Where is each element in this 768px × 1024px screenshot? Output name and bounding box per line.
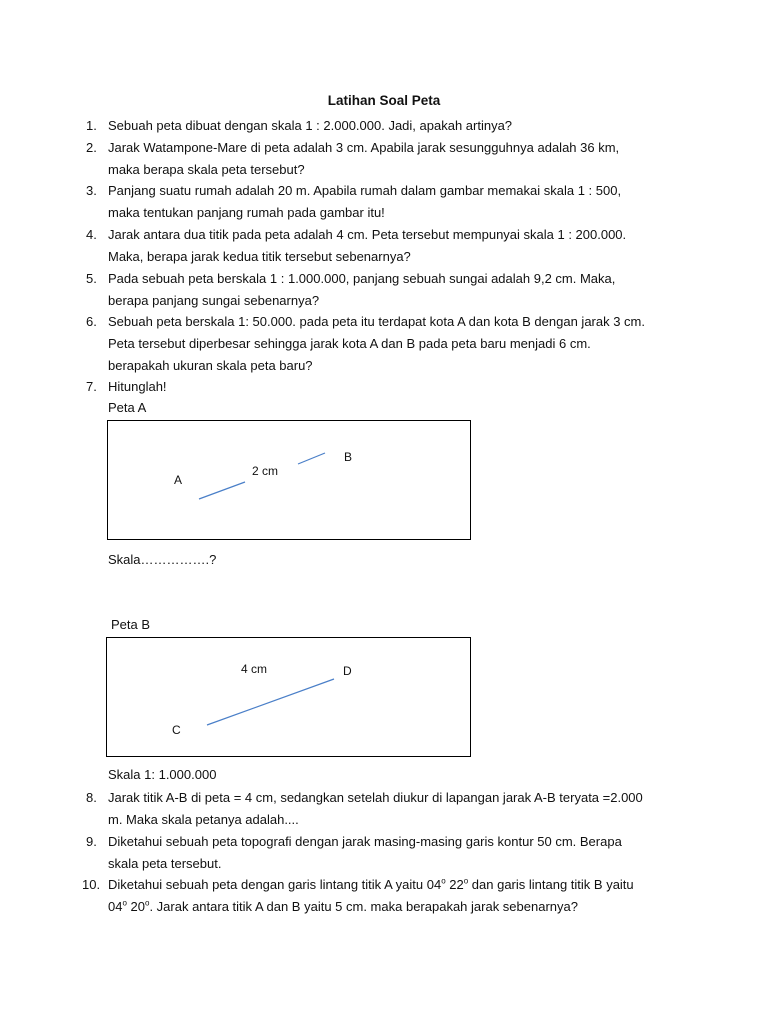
question-number: 5. (86, 271, 97, 286)
question-number: 6. (86, 314, 97, 329)
question-text: m. Maka skala petanya adalah.... (108, 812, 299, 827)
question-text: maka tentukan panjang rumah pada gambar itu! (108, 205, 385, 220)
question-text: Jarak titik A-B di peta = 4 cm, sedangkan setelah diukur di lapangan jarak A-B teryata =2.000 (108, 790, 643, 805)
question-text-line-1: Diketahui sebuah peta dengan garis lintang titik A yaitu 04$^o$ 22$^o$ dan garis lintang titik B yaitu (108, 876, 634, 892)
question-text: Diketahui sebuah peta topografi dengan jarak masing-masing garis kontur 50 cm. Berapa (108, 834, 622, 849)
document-title: Latihan Soal Peta (327, 93, 441, 108)
question-text: Panjang suatu rumah adalah 20 m. Apabila rumah dalam gambar memakai skala 1 : 500, (108, 183, 622, 198)
map-a-line-segment-1 (199, 482, 245, 499)
map-a-point-b: B (344, 450, 353, 464)
question-number: 2. (86, 140, 97, 155)
question-number: 1. (86, 118, 97, 133)
question-text: Pada sebuah peta berskala 1 : 1.000.000, panjang sebuah sungai adalah 9,2 cm. Maka, (108, 271, 616, 286)
question-text: Jarak antara dua titik pada peta adalah 4 cm. Peta tersebut mempunyai skala 1 : 200.000. (108, 227, 627, 242)
question-number: 7. (86, 379, 97, 394)
map-a-distance: 2 cm (252, 464, 279, 478)
question-number: 9. (86, 834, 97, 849)
degree-sup: o (441, 876, 446, 886)
question-text: berapa panjang sungai sebenarnya? (108, 293, 320, 308)
question-text: Hitunglah! (108, 379, 167, 394)
map-b-line (207, 679, 334, 725)
degree-sup: o (463, 876, 469, 886)
question-text: Sebuah peta berskala 1: 50.000. pada peta itu terdapat kota A dan kota B dengan jarak 3 cm. (108, 314, 645, 329)
map-b-drawing (107, 638, 470, 756)
map-a-answer: Skala…………….? (108, 552, 217, 567)
question-text: skala peta tersebut. (108, 856, 222, 871)
map-b-point-c: C (172, 723, 181, 737)
question-text: Jarak Watampone-Mare di peta adalah 3 cm. Apabila jarak sesungguhnya adalah 36 km, (108, 140, 620, 155)
question-text: maka berapa skala peta tersebut? (108, 162, 305, 177)
degree-sup: o (145, 898, 150, 908)
map-b-box (106, 637, 471, 757)
map-b-label: Peta B (111, 617, 151, 632)
map-a-box (107, 420, 471, 540)
map-b-point-d: D (343, 664, 352, 678)
question-text-line-2: 04$^o$ 20$^o$. Jarak antara titik A dan B yaitu 5 cm. maka berapakah jarak sebenarnya? (108, 898, 578, 914)
question-text: Sebuah peta dibuat dengan skala 1 : 2.000.000. Jadi, apakah artinya? (108, 118, 513, 133)
map-b-answer: Skala 1: 1.000.000 (108, 767, 217, 782)
question-number: 10. (82, 877, 101, 892)
question-text: Peta tersebut diperbesar sehingga jarak kota A dan B pada peta baru menjadi 6 cm. (108, 336, 591, 351)
question-number: 8. (86, 790, 97, 805)
map-a-drawing (108, 421, 470, 539)
question-text: berapakah ukuran skala peta baru? (108, 358, 313, 373)
map-b-distance: 4 cm (241, 662, 268, 676)
map-a-point-a: A (174, 473, 183, 487)
question-text: Maka, berapa jarak kedua titik tersebut sebenarnya? (108, 249, 411, 264)
degree-sup: o (122, 898, 127, 908)
map-a-label: Peta A (108, 400, 147, 415)
map-a-line-segment-2 (298, 453, 325, 464)
question-number: 4. (86, 227, 97, 242)
question-number: 3. (86, 183, 97, 198)
